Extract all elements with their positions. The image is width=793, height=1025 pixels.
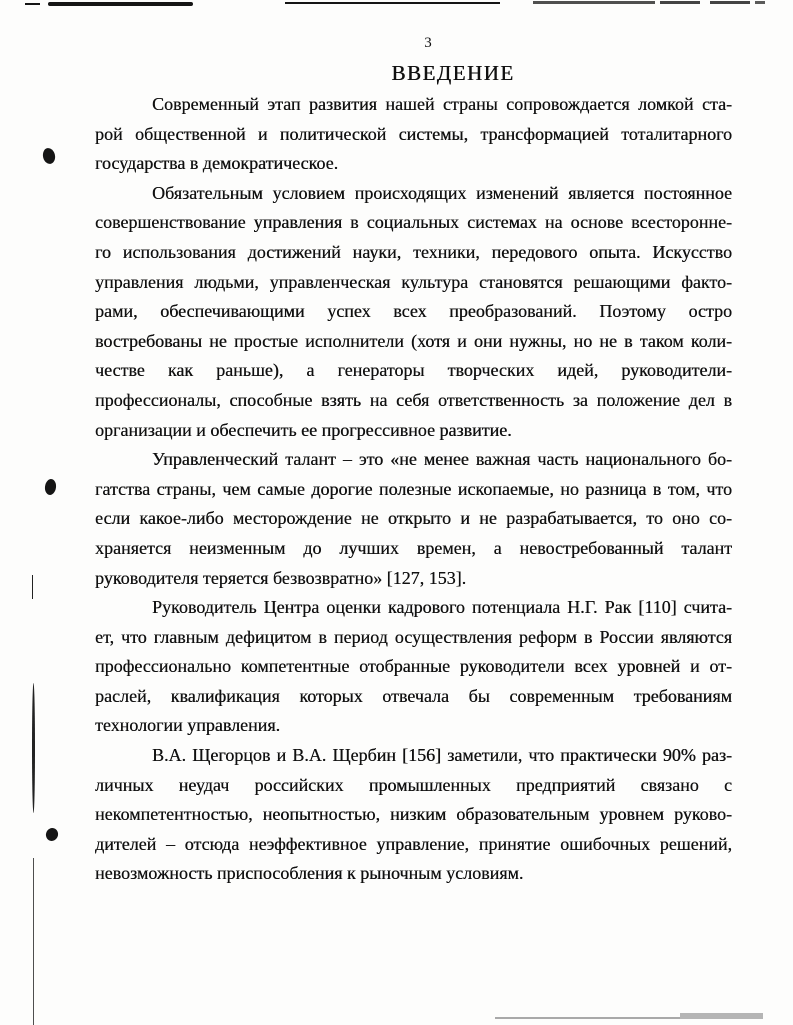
text-line: государства в демократическое. <box>95 153 339 174</box>
text-line: гатства страны, чем самые дорогие полезные ископаемые, но разница в том, что <box>95 478 732 499</box>
text-line: Управленческий талант – это «не менее важная часть национального бо- <box>152 449 732 470</box>
ink-blob-2 <box>44 478 57 495</box>
text-line: рой общественной и политической системы, трансформацией тоталитарного <box>95 123 732 144</box>
ink-blob-3 <box>44 826 60 842</box>
scan-streak-top-3 <box>285 2 500 4</box>
text-line: В.А. Щегорцов и В.А. Щербин [156] заметили, что практически 90% раз- <box>152 745 732 766</box>
scan-line-left-3 <box>33 858 34 1025</box>
text-line: ет, что главным дефицитом в период осуществления реформ в России являются <box>95 626 732 647</box>
text-line: руководителя теряется безвозвратно» [127, 153]. <box>95 567 467 588</box>
text-line: если какое-либо месторождение не открыто и не разрабатывается, то оно со- <box>95 508 732 529</box>
scan-streak-top-6 <box>710 1 750 4</box>
section-title: ВВЕДЕНИЕ <box>391 61 515 85</box>
page-number: 3 <box>424 35 432 51</box>
text-line: Руководитель Центра оценки кадрового потенциала Н.Г. Рак [110] счита- <box>152 597 732 618</box>
scan-streak-top-2 <box>48 2 193 6</box>
text-line: храняется неизменным до лучших времен, а невостребованный талант <box>95 537 732 558</box>
text-line: го использования достижений науки, техники, передового опыта. Искусство <box>95 241 732 262</box>
text-line: профессионалы, способные взять на себя ответственность за положение дел в <box>95 389 732 410</box>
text-line: Обязательным условием происходящих изменений является постоянное <box>152 182 732 203</box>
text-line: некомпетентностью, неопытностью, низким образовательным уровнем руково- <box>95 804 732 825</box>
scan-streak-top-1 <box>25 3 40 5</box>
scan-streak-top-4 <box>533 1 655 4</box>
text-line: востребованы не простые исполнители (хотя и они нужны, но не в таком коли- <box>95 330 732 351</box>
scan-line-left-2 <box>32 683 35 813</box>
text-line: раслей, квалификация которых отвечала бы современным требованиям <box>95 685 732 706</box>
scan-streak-top-5 <box>660 1 700 4</box>
text-line: Современный этап развития нашей страны сопровождается ломкой ста- <box>152 94 732 114</box>
text-line: честве как раньше), а генераторы творческих идей, руководители- <box>95 360 732 381</box>
text-line: технологии управления. <box>95 715 281 736</box>
text-line: дителей – отсюда неэффективное управление, принятие ошибочных решений, <box>95 833 732 854</box>
text-line: рами, обеспечивающими успех всех преобразований. Поэтому остро <box>95 301 732 322</box>
text-line: невозможность приспособления к рыночным условиям. <box>95 863 524 884</box>
document-body <box>95 90 732 889</box>
scan-streak-top-7 <box>755 1 765 4</box>
scan-line-left-1 <box>32 575 33 599</box>
text-line: организации и обеспечить ее прогрессивное развитие. <box>95 419 512 440</box>
text-line: личных неудач российских промышленных предприятий связано с <box>95 774 732 795</box>
scan-bar-bottom-thick <box>680 1013 763 1019</box>
ink-blob-1 <box>41 147 56 165</box>
text-line: совершенствование управления в социальных системах на основе всесторонне- <box>95 212 732 233</box>
text-line: профессионально компетентные отобранные руководители всех уровней и от- <box>95 656 732 677</box>
text-line: управления людьми, управленческая культура становятся решающими факто- <box>95 271 732 292</box>
